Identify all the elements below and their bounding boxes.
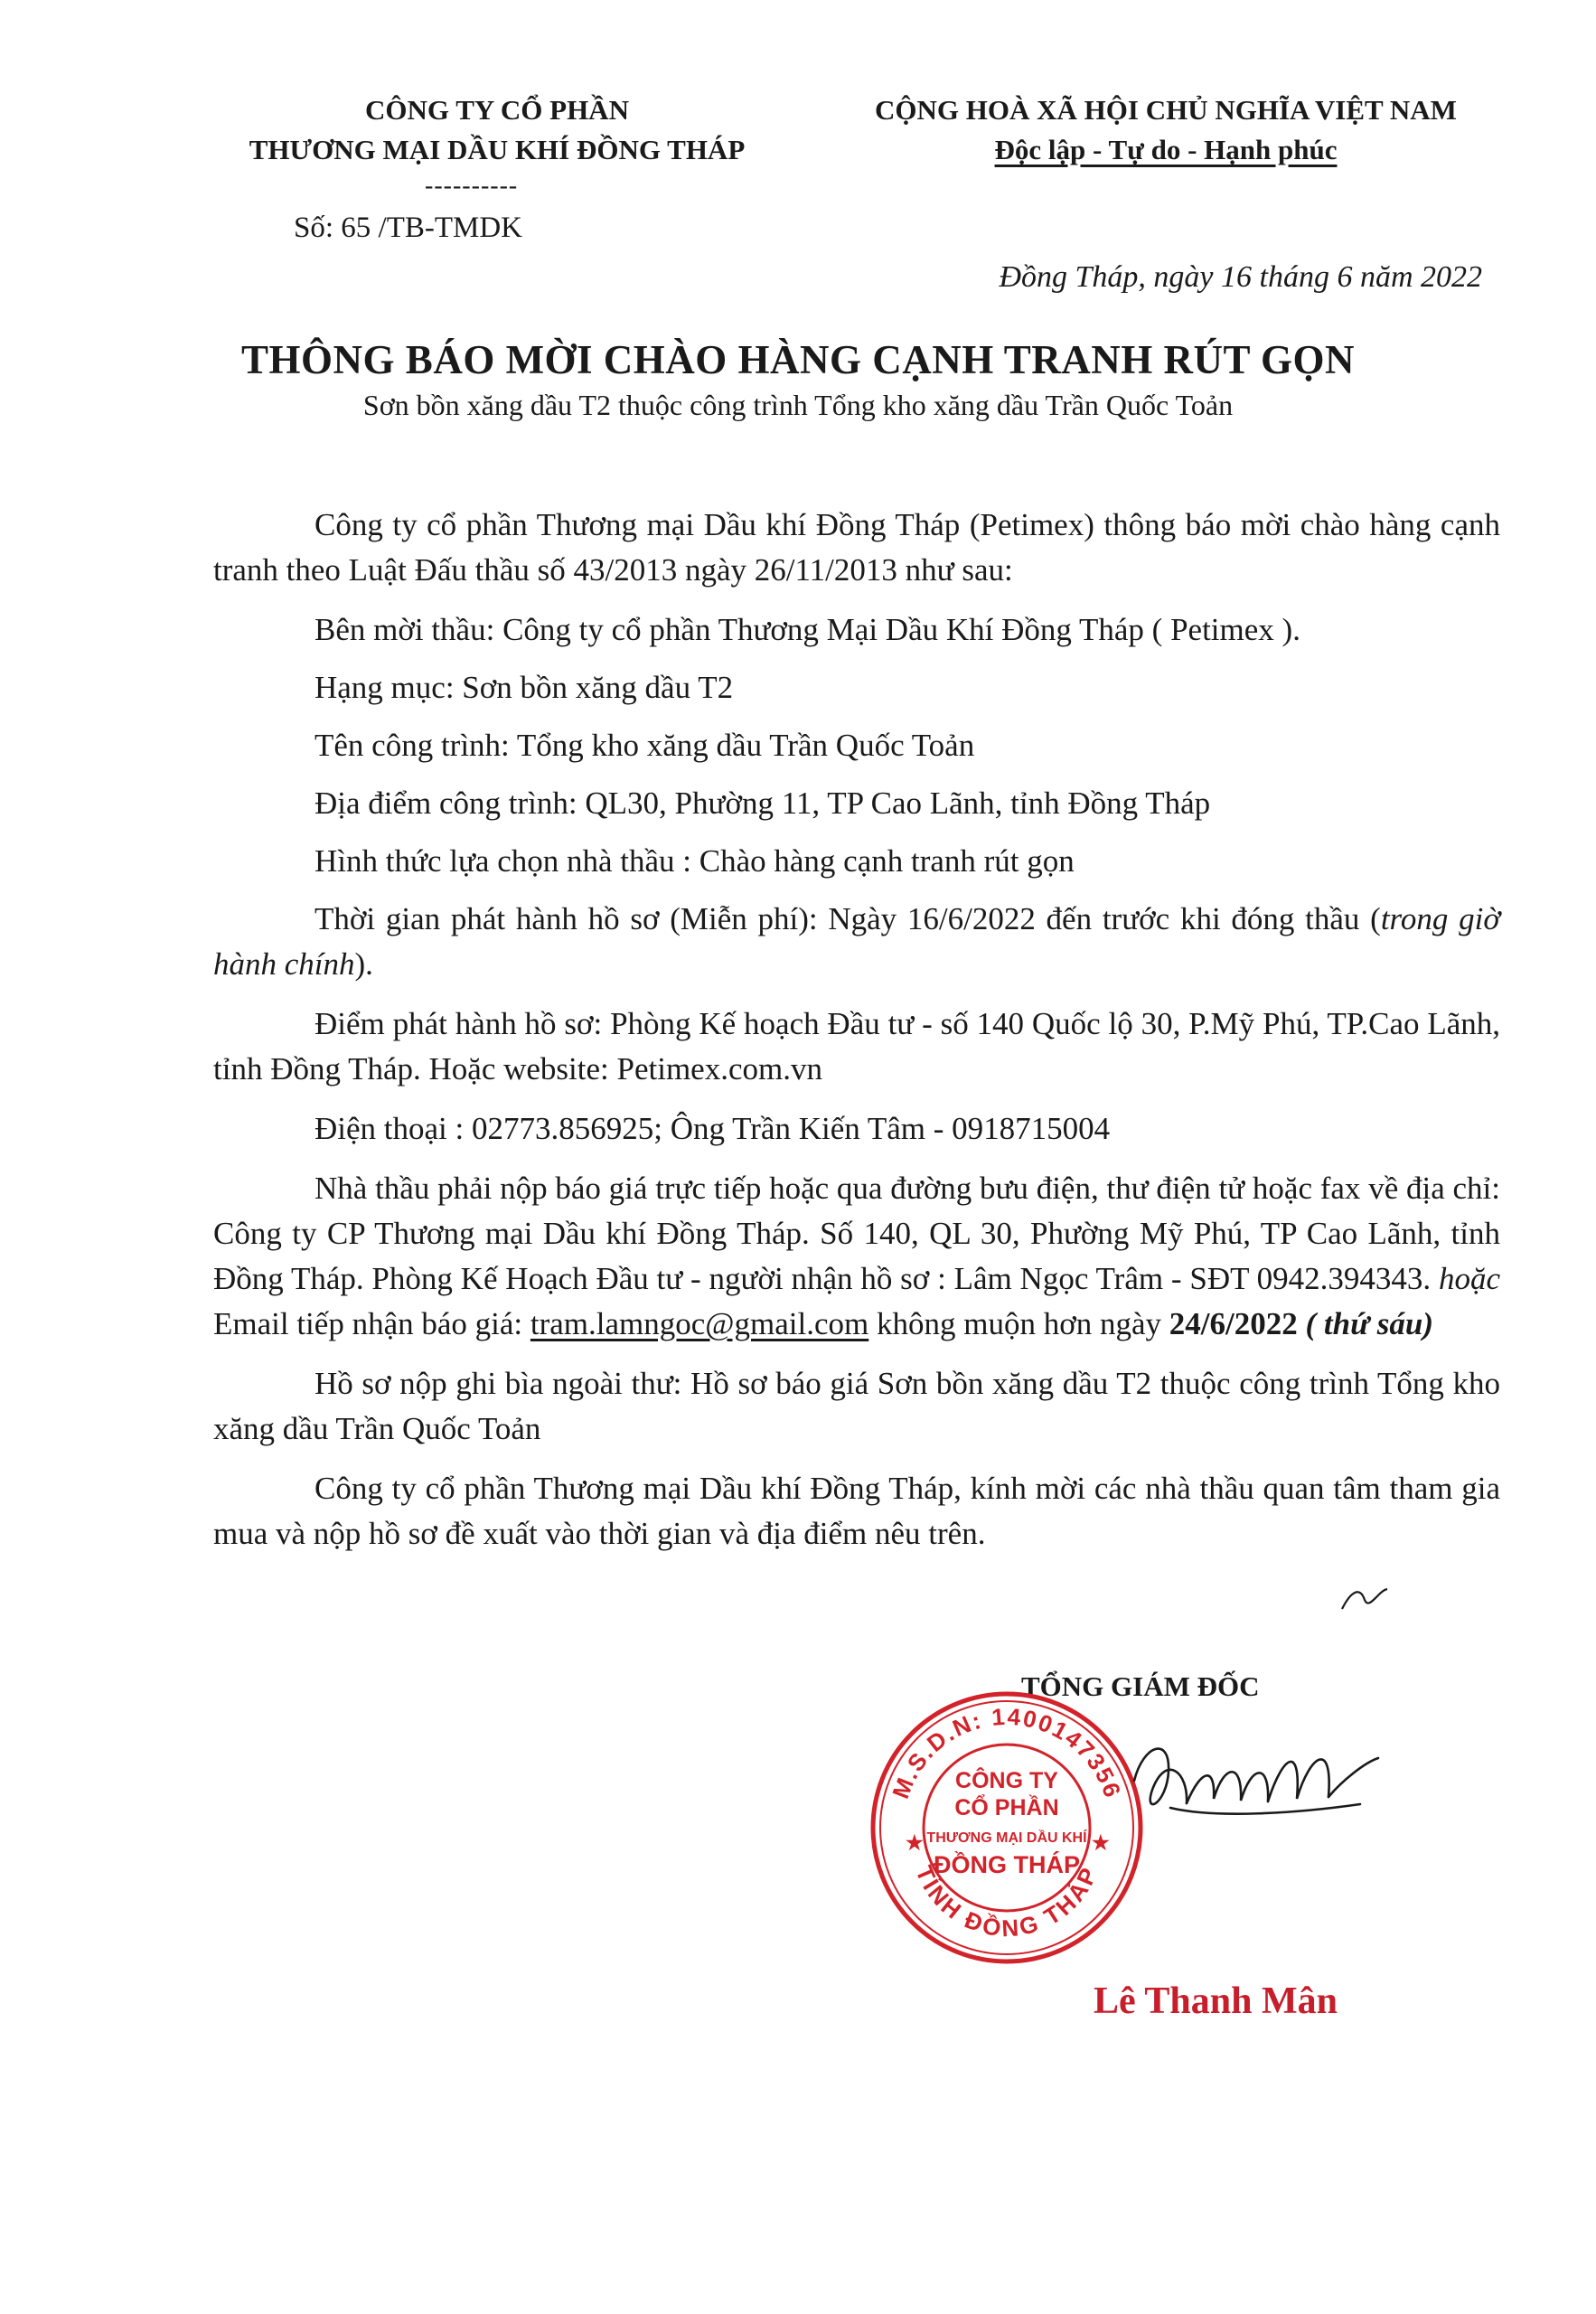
signer-role: TỔNG GIÁM ĐỐC (1021, 1670, 1260, 1702)
seal-line-1: CÔNG TY (955, 1768, 1058, 1793)
seal-star-left-icon: ★ (906, 1831, 924, 1854)
document-title: THÔNG BÁO MỜI CHÀO HÀNG CẠNH TRANH RÚT GỌN (241, 337, 1355, 382)
email-link[interactable]: tram.lamngoc@gmail.com (530, 1306, 869, 1341)
seal-star-right-icon: ★ (1092, 1831, 1110, 1854)
submission-or: hoặc (1438, 1261, 1500, 1296)
company-seal (866, 1687, 1148, 1969)
date-line: Đồng Tháp, ngày 16 tháng 6 năm 2022 (999, 260, 1482, 294)
paragraph-submission (213, 1166, 1500, 1347)
paragraph-method: Hình thức lựa chọn nhà thầu : Chào hàng cạnh tranh rút gọn (315, 843, 1075, 879)
issue-time-text: Thời gian phát hành hồ sơ (Miễn phí): Ngày 16/6/2022 đến trước khi đóng thầu ( (315, 901, 1381, 936)
seal-line-2: CỔ PHẦN (954, 1795, 1059, 1820)
seal-line-3: THƯƠNG MẠI DẦU KHÍ (926, 1830, 1087, 1846)
submission-text-3: không muộn hơn ngày (868, 1306, 1169, 1341)
nation-name: CỘNG HOÀ XÃ HỘI CHỦ NGHĨA VIỆT NAM (875, 94, 1457, 126)
seal-province: TỈNH ĐỒNG THÁP (910, 1861, 1103, 1942)
document-subtitle: Sơn bồn xăng dầu T2 thuộc công trình Tổng kho xăng dầu Trần Quốc Toản (362, 389, 1234, 421)
paragraph-item: Hạng mục: Sơn bồn xăng dầu T2 (315, 670, 734, 705)
paragraph-location: Địa điểm công trình: QL30, Phường 11, TP Cao Lãnh, tỉnh Đồng Tháp (315, 785, 1211, 821)
company-name-line2: THƯƠNG MẠI DẦU KHÍ ĐỒNG THÁP (249, 134, 746, 165)
submission-text-2: Email tiếp nhận báo giá: (213, 1306, 530, 1341)
initials-mark (1338, 1582, 1392, 1618)
deadline-date: 24/6/2022 (1169, 1306, 1298, 1341)
deadline-weekday: ( thứ sáu) (1297, 1306, 1434, 1341)
signer-name: Lê Thanh Mân (1094, 1980, 1338, 2022)
reference-number: Số: 65 /TB-TMDK (294, 212, 523, 244)
paragraph-intro: Công ty cổ phần Thương mại Dầu khí Đồng Tháp (Petimex) thông báo mời chào hàng cạnh tranh theo Luật Đấu thầu số 43/2013 ngày 26/11/2013 như sau: (213, 507, 1500, 588)
paragraph-closing: Công ty cổ phần Thương mại Dầu khí Đồng Tháp, kính mời các nhà thầu quan tâm tham gia mua và nộp hồ sơ đề xuất vào thời gian và địa điểm nêu trên. (213, 1471, 1500, 1551)
paragraph-phone: Điện thoại : 02773.856925; Ông Trần Kiến Tâm - 0918715004 (315, 1111, 1111, 1146)
paragraph-project: Tên công trình: Tổng kho xăng dầu Trần Quốc Toản (315, 728, 975, 763)
issue-time-end: ). (354, 946, 373, 982)
handwritten-signature (1116, 1717, 1387, 1853)
paragraph-issue-place: Điểm phát hành hồ sơ: Phòng Kế hoạch Đầu tư - số 140 Quốc lộ 30, P.Mỹ Phú, TP.Cao Lãnh, tỉnh Đồng Tháp. Hoặc website: Petimex.com.vn (213, 1006, 1500, 1086)
document-body (213, 503, 1500, 1571)
paragraph-inviter: Bên mời thầu: Công ty cổ phần Thương Mại Dầu Khí Đồng Tháp ( Petimex ). (315, 612, 1300, 647)
paragraph-issue-time (213, 897, 1500, 987)
paragraph-envelope: Hồ sơ nộp ghi bìa ngoài thư: Hồ sơ báo giá Sơn bồn xăng dầu T2 thuộc công trình Tổng kho xăng dầu Trần Quốc Toản (213, 1366, 1500, 1446)
seal-line-4: ĐỒNG THÁP (934, 1851, 1080, 1878)
national-motto: Độc lập - Tự do - Hạnh phúc (994, 134, 1338, 165)
submission-text-1: Nhà thầu phải nộp báo giá trực tiếp hoặc qua đường bưu điện, thư điện tử hoặc fax về địa chỉ: Công ty CP Thương mại Dầu khí Đồng Tháp. Số 140, QL 30, Phường Mỹ Phú, TP Cao Lãnh, tỉnh Đồng Tháp. Phòng Kế Hoạch Đầu tư - người nhận hồ sơ : Lâm Ngọc Trâm - SĐT 0942.394343. (213, 1171, 1500, 1296)
seal-tax-code: M.S.D.N: 1400147356 (887, 1702, 1127, 1802)
header-separator: ---------- (425, 172, 519, 200)
national-header (813, 90, 1518, 170)
office-hours-text: trong giờ hành chính (213, 901, 1500, 982)
company-name-line1: CÔNG TY CỔ PHẦN (365, 94, 629, 126)
company-header (154, 90, 840, 170)
